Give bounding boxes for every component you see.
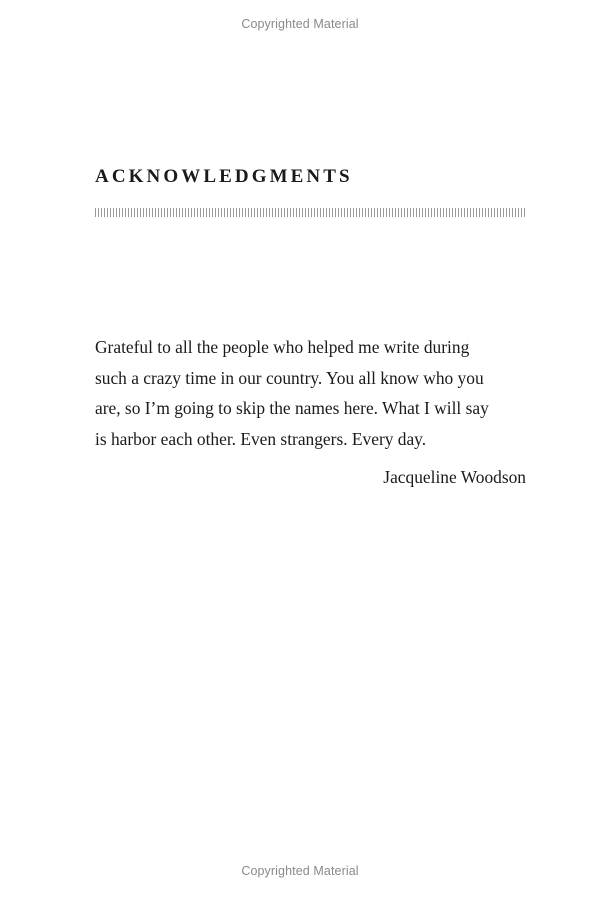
page-title: ACKNOWLEDGMENTS [95,166,353,187]
paragraph-line: is harbor each other. Even strangers. Every day. [95,428,427,449]
paragraph-line: such a crazy time in our country. You all know who you [95,367,484,388]
paragraph-line: are, so I’m going to skip the names here. What I will say [95,398,489,418]
copyright-watermark-bottom: Copyrighted Material [241,864,359,878]
author-signature: Jacqueline Woodson [383,467,526,487]
decorative-rule [95,208,527,217]
paragraph-line: Grateful to all the people who helped me write during [95,337,470,357]
copyright-watermark-top: Copyrighted Material [241,17,359,31]
acknowledgments-paragraph [95,332,527,454]
